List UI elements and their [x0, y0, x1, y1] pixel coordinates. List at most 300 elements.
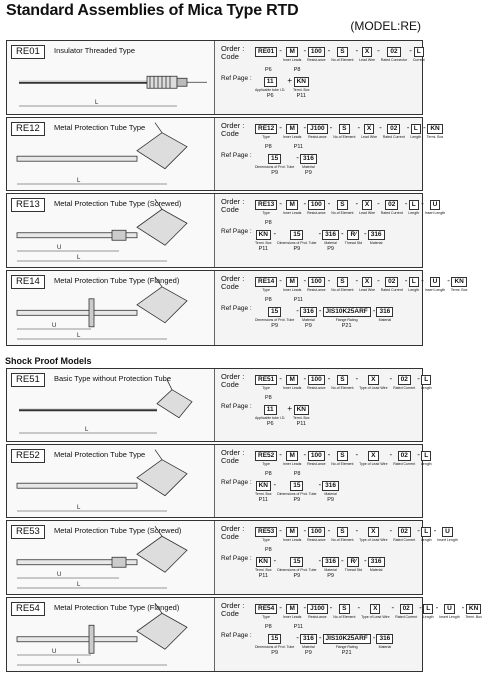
- order-label: Order :: [221, 44, 245, 53]
- order-page-number: P11: [293, 144, 304, 150]
- code-separator: -: [303, 123, 307, 132]
- order-code-cell: [465, 604, 482, 619]
- ref-code-cell: [277, 557, 316, 579]
- ref-page-number: P9: [271, 170, 279, 176]
- order-code-value: 100: [308, 527, 325, 537]
- terminal-head: [137, 536, 187, 572]
- code-label: Code: [221, 129, 239, 138]
- order-code-cell: [413, 47, 425, 62]
- order-code-cell: [393, 451, 415, 466]
- code-label: Code: [221, 532, 239, 541]
- order-code-cell: [359, 375, 387, 390]
- code-separator: -: [327, 450, 331, 459]
- model-name: Metal Protection Tube Type (Flanged): [54, 276, 180, 285]
- order-code-cell: [361, 124, 377, 139]
- code-separator: -: [303, 46, 307, 55]
- length-label: L: [77, 659, 81, 665]
- ref-code-caption: Material: [369, 241, 383, 245]
- order-code-panel: [215, 118, 444, 190]
- order-code-value: U: [430, 200, 441, 210]
- order-code-label: [221, 198, 244, 214]
- code-separator: -: [318, 480, 322, 489]
- order-code-value: X: [368, 375, 378, 385]
- ref-code-value: KN: [294, 405, 309, 415]
- order-code-caption: Length: [420, 538, 432, 542]
- ref-code-caption: Dimensions of Prot. Tube: [277, 568, 317, 572]
- ref-page-label: Ref Page :: [221, 75, 252, 82]
- ref-code-value: 15: [290, 557, 303, 567]
- ref-page-number: P9: [327, 573, 334, 579]
- code-separator: -: [303, 526, 307, 535]
- order-code-cell: [283, 277, 302, 292]
- order-code-caption: Lead Wire: [359, 58, 376, 62]
- order-code-cell: [359, 277, 375, 292]
- code-separator: -: [372, 306, 376, 315]
- ref-page-label: Ref Page :: [221, 555, 252, 562]
- ref-page-number: P21: [341, 323, 352, 329]
- order-code-panel: [215, 271, 468, 345]
- order-code-cell: [255, 604, 277, 619]
- order-code-value: S: [337, 47, 347, 57]
- order-code-caption: Length: [410, 135, 422, 139]
- code-separator: -: [379, 123, 382, 132]
- ref-code-caption: Material: [324, 492, 337, 496]
- order-code-value: S: [337, 451, 347, 461]
- code-separator: -: [435, 603, 439, 612]
- order-code-value: M: [286, 200, 297, 210]
- order-code-value: 100: [308, 375, 325, 385]
- order-code-caption: Resist-ance: [307, 211, 326, 215]
- order-code-value: L: [421, 451, 431, 461]
- code-separator: -: [389, 374, 393, 383]
- ref-code-value: 316: [300, 307, 317, 317]
- order-code-value: X: [362, 277, 372, 287]
- code-separator: -: [417, 374, 420, 383]
- code-separator: -: [303, 374, 307, 383]
- ref-code-value: R⁄: [347, 557, 359, 567]
- order-code-cell: [307, 124, 327, 139]
- order-code-caption: Rated Current: [393, 538, 416, 542]
- ref-code-line: [255, 307, 394, 329]
- ref-code-cell: [255, 307, 294, 329]
- code-separator: -: [409, 46, 412, 55]
- order-page-number: P11: [293, 297, 304, 303]
- model-code-badge: RE14: [11, 275, 45, 289]
- ref-code-caption: Dimensions of Prot. Tube: [277, 492, 317, 496]
- order-code-caption: Lead Wire: [359, 211, 376, 215]
- ref-code-cell: [376, 307, 393, 323]
- code-separator: -: [404, 199, 408, 208]
- ref-code-value: 316: [300, 154, 317, 164]
- ref-page-number: P6: [266, 421, 274, 427]
- code-separator: -: [355, 374, 359, 383]
- order-code-cell: [333, 604, 355, 619]
- code-separator: -: [421, 199, 424, 208]
- order-code-caption: No.of Element: [331, 211, 354, 215]
- order-code-cell: [331, 200, 353, 215]
- order-code-caption: Inner Leads: [282, 386, 302, 390]
- order-code-cell: [361, 604, 389, 619]
- order-label: Order :: [221, 601, 245, 610]
- ref-code-cell: [255, 154, 294, 176]
- order-code-value: 02: [387, 47, 400, 57]
- ref-code-cell: [322, 557, 339, 579]
- code-separator: -: [279, 450, 282, 459]
- order-code-caption: Inner Leads: [282, 135, 302, 139]
- order-code-caption: Rated Current: [382, 135, 405, 139]
- order-code-label: [221, 373, 244, 389]
- order-code-value: M: [286, 124, 297, 134]
- code-separator: -: [372, 633, 376, 642]
- ref-code-value: 316: [376, 634, 393, 644]
- assembly-drawing-panel: [7, 194, 215, 267]
- order-code-panel: [215, 41, 425, 114]
- order-code-caption: No.of Element: [331, 538, 354, 542]
- protection-tube: [17, 156, 137, 161]
- code-separator: -: [357, 123, 361, 132]
- ref-page-label: Ref Page :: [221, 479, 252, 486]
- assembly-row: [6, 193, 446, 268]
- order-code-cell: [283, 200, 302, 215]
- order-code-value: RE12: [255, 124, 277, 134]
- ref-page-label: Ref Page :: [221, 228, 252, 235]
- order-page-number: P8: [265, 547, 272, 553]
- code-separator: -: [417, 450, 420, 459]
- code-separator: -: [303, 450, 307, 459]
- order-code-value: 100: [308, 451, 325, 461]
- order-code-caption: Termi. Box: [465, 615, 482, 619]
- order-code-caption: Resist-ance: [307, 288, 326, 292]
- order-code-value: X: [368, 451, 378, 461]
- code-separator: +: [287, 76, 293, 85]
- ref-page-number: P9: [271, 323, 279, 329]
- ref-code-line: [255, 481, 340, 503]
- code-separator: -: [433, 526, 437, 535]
- length-label: L: [77, 255, 81, 261]
- order-page-number: P8: [293, 67, 301, 73]
- code-separator: -: [296, 153, 299, 162]
- order-code-cell: [421, 451, 432, 466]
- code-separator: -: [341, 229, 344, 238]
- ref-code-caption: Material: [378, 318, 392, 322]
- section-heading-shock-proof: Shock Proof Models: [5, 356, 92, 366]
- code-separator: -: [329, 123, 333, 132]
- order-code-panel: [215, 369, 432, 441]
- order-code-value: 02: [398, 451, 411, 461]
- ref-page-number: P9: [305, 650, 312, 656]
- order-code-caption: Lead Wire: [361, 135, 378, 139]
- order-code-caption: Resist-ance: [308, 135, 327, 139]
- ref-page-label: Ref Page :: [221, 403, 252, 410]
- order-code-value: RE52: [255, 451, 277, 461]
- code-separator: -: [404, 276, 408, 285]
- order-page-number: P8: [293, 471, 301, 477]
- order-code-label: [221, 602, 244, 618]
- order-code-cell: [408, 277, 419, 292]
- code-separator: -: [327, 526, 331, 535]
- code-separator: -: [421, 276, 424, 285]
- code-separator: -: [327, 46, 331, 55]
- order-code-caption: Length: [408, 211, 420, 215]
- order-code-caption: Lead Wire: [359, 288, 376, 292]
- code-separator: -: [377, 46, 380, 55]
- order-code-value: S: [337, 375, 347, 385]
- order-code-caption: Inner Leads: [282, 462, 302, 466]
- protection-tube: [17, 637, 137, 642]
- length-label: L: [77, 333, 81, 339]
- ref-code-cell: [368, 230, 385, 246]
- order-page-number: P8: [265, 297, 272, 303]
- order-code-value: 100: [308, 47, 325, 57]
- ref-page-number: P6: [266, 93, 274, 99]
- order-code-cell: [255, 47, 277, 58]
- code-separator: -: [318, 229, 322, 238]
- ref-code-caption: Material: [324, 241, 337, 245]
- order-code-caption: Length: [422, 615, 434, 619]
- order-code-caption: Termi. Box: [426, 135, 444, 139]
- code-separator: -: [279, 526, 282, 535]
- terminal-head: [137, 133, 187, 169]
- assembly-drawing-panel: [7, 445, 215, 517]
- ref-page-number: P9: [271, 650, 279, 656]
- order-code-cell: [255, 200, 277, 215]
- thread-fitting: [112, 557, 126, 567]
- ref-page-number: P9: [293, 246, 301, 252]
- model-code-badge: RE13: [11, 198, 45, 212]
- order-code-cell: [283, 47, 302, 62]
- code-separator: -: [279, 276, 282, 285]
- ref-code-value: 11: [264, 77, 277, 87]
- order-code-cell: [381, 200, 403, 215]
- code-separator: -: [389, 526, 393, 535]
- code-separator: -: [279, 123, 282, 132]
- terminal-head: [137, 287, 187, 323]
- order-code-cell: [307, 375, 325, 390]
- order-code-cell: [307, 527, 325, 542]
- order-code-value: 02: [398, 527, 411, 537]
- order-page-number: P8: [265, 144, 272, 150]
- terminal-head: [137, 209, 187, 245]
- model-code-badge: RE01: [11, 45, 45, 59]
- ref-code-caption: Termi. Box: [255, 241, 272, 245]
- order-code-value: S: [337, 200, 347, 210]
- assembly-drawing-panel: [7, 118, 215, 190]
- order-code-caption: Rated Current: [395, 615, 418, 619]
- order-code-value: 02: [398, 375, 411, 385]
- order-page-number: P8: [265, 220, 272, 226]
- assembly-drawing-panel: [7, 41, 215, 114]
- code-separator: -: [355, 450, 359, 459]
- code-separator: -: [279, 46, 282, 55]
- order-code-cell: [283, 604, 302, 619]
- order-code-value: U: [444, 604, 455, 614]
- order-code-cell: [439, 604, 459, 619]
- order-code-cell: [437, 527, 457, 542]
- code-label: Code: [221, 456, 239, 465]
- order-code-value: X: [368, 527, 378, 537]
- order-code-value: S: [339, 124, 349, 134]
- ref-code-cell: [255, 634, 294, 656]
- ref-page-number: P9: [305, 323, 312, 329]
- model-name: Metal Protection Tube Type (Screwed): [54, 526, 182, 535]
- ref-code-caption: Material: [302, 645, 315, 649]
- assembly-row: [6, 117, 444, 191]
- assembly-row: [6, 270, 468, 346]
- order-code-cell: [283, 451, 302, 466]
- order-code-value: X: [362, 200, 372, 210]
- order-code-value: 100: [308, 200, 325, 210]
- order-code-cell: [331, 375, 353, 390]
- order-page-number: P8: [265, 471, 272, 477]
- code-separator: -: [318, 306, 322, 315]
- model-code-badge: RE52: [11, 449, 45, 463]
- model-name: Basic Type without Protection Tube: [54, 374, 172, 383]
- ref-code-caption: Thread Std: [344, 241, 363, 245]
- order-code-cell: [255, 124, 277, 139]
- model-code-badge: RE53: [11, 525, 45, 539]
- order-code-value: L: [421, 527, 431, 537]
- code-separator: -: [357, 603, 361, 612]
- order-code-caption: No.of Element: [331, 58, 354, 62]
- order-code-caption: Type: [262, 462, 270, 466]
- assembly-drawing-panel: [7, 521, 215, 594]
- order-code-value: L: [414, 47, 424, 57]
- order-code-cell: [383, 124, 405, 139]
- ref-page-number: P9: [293, 497, 301, 503]
- order-code-cell: [425, 277, 445, 292]
- code-label: Code: [221, 52, 239, 61]
- ref-code-value: JIS10K25ARF: [323, 634, 371, 644]
- order-code-value: S: [337, 277, 347, 287]
- insert-length-label: U: [52, 323, 57, 329]
- ref-page-number: P21: [341, 650, 352, 656]
- code-separator: -: [406, 123, 410, 132]
- order-code-value: KN: [466, 604, 481, 614]
- order-code-value: L: [423, 604, 433, 614]
- order-code-caption: Type of Lead Wire: [359, 538, 388, 542]
- model-name: Metal Protection Tube Type: [54, 450, 146, 459]
- ref-code-cell: [322, 481, 339, 503]
- order-code-caption: Rated Current: [380, 211, 403, 215]
- order-code-value: RE51: [255, 375, 277, 385]
- order-code-cell: [395, 604, 417, 619]
- ref-code-value: KN: [256, 557, 271, 567]
- order-code-cell: [423, 604, 434, 619]
- order-label: Order :: [221, 121, 245, 130]
- order-code-caption: Length: [420, 462, 432, 466]
- order-code-cell: [331, 47, 353, 62]
- model-name: Insulator Threaded Type: [54, 46, 136, 55]
- ref-code-cell: [293, 405, 310, 427]
- code-separator: -: [329, 603, 333, 612]
- code-separator: -: [355, 526, 359, 535]
- order-code-caption: Type: [262, 538, 270, 542]
- order-code-cell: [333, 124, 355, 139]
- ref-page-number: P9: [305, 170, 312, 176]
- ref-code-cell: [300, 634, 317, 656]
- order-code-cell: [421, 375, 432, 390]
- ref-code-cell: [255, 557, 272, 579]
- order-page-refs: [265, 144, 325, 150]
- order-code-caption: Insert Length: [439, 615, 460, 619]
- order-label: Order :: [221, 372, 245, 381]
- code-separator: -: [303, 276, 307, 285]
- order-code-value: L: [421, 375, 431, 385]
- order-code-cell: [307, 200, 325, 215]
- order-code-cell: [381, 47, 407, 62]
- order-code-panel: [215, 194, 446, 267]
- order-code-cell: [425, 200, 445, 215]
- ref-code-cell: [345, 230, 362, 246]
- cable-gland: [155, 123, 162, 133]
- order-code-caption: No.of Element: [333, 135, 356, 139]
- ref-code-caption: Termi. Box: [293, 416, 310, 420]
- order-code-value: L: [411, 124, 421, 134]
- flange: [89, 299, 94, 327]
- model-name: Metal Protection Tube Type (Screwed): [54, 199, 182, 208]
- order-code-line: [255, 450, 433, 477]
- length-label: L: [95, 100, 99, 106]
- order-code-cell: [283, 375, 302, 390]
- ref-code-cell: [277, 481, 316, 503]
- assembly-row: [6, 368, 432, 442]
- order-code-caption: Type: [262, 288, 270, 292]
- order-code-line: [255, 199, 446, 226]
- assembly-drawing-panel: [7, 598, 215, 671]
- length-label: L: [77, 178, 81, 184]
- insert-length-label: U: [57, 572, 62, 578]
- length-label: L: [77, 505, 81, 511]
- ref-code-caption: Dimensions of Prot. Tube: [255, 318, 295, 322]
- order-page-refs: [265, 220, 294, 226]
- order-code-value: M: [286, 451, 297, 461]
- ref-code-cell: [255, 230, 272, 252]
- ref-code-caption: Termi. Box: [255, 492, 272, 496]
- code-label: Code: [221, 609, 239, 618]
- order-code-value: 100: [308, 277, 325, 287]
- order-code-value: M: [286, 277, 297, 287]
- ref-code-caption: Flange Rating: [335, 318, 358, 322]
- order-code-value: 02: [385, 200, 398, 210]
- ref-code-value: 15: [268, 634, 281, 644]
- ref-page-label: Ref Page :: [221, 305, 252, 312]
- order-label: Order :: [221, 524, 245, 533]
- order-code-caption: Rated Current: [380, 288, 403, 292]
- code-separator: -: [391, 603, 395, 612]
- code-separator: -: [296, 633, 299, 642]
- insert-length-label: U: [52, 649, 57, 655]
- code-separator: -: [273, 229, 277, 238]
- ref-code-caption: Material: [369, 568, 383, 572]
- order-code-cell: [255, 451, 277, 466]
- order-code-caption: No.of Element: [331, 462, 354, 466]
- order-code-caption: Type: [262, 615, 270, 619]
- order-code-cell: [331, 451, 353, 466]
- terminal-head: [137, 460, 187, 496]
- code-separator: -: [279, 603, 282, 612]
- code-separator: -: [377, 276, 380, 285]
- code-separator: -: [296, 306, 299, 315]
- order-code-cell: [331, 277, 353, 292]
- order-code-line: [255, 276, 468, 303]
- order-code-value: RE54: [255, 604, 277, 614]
- code-label: Code: [221, 282, 239, 291]
- length-label: L: [77, 582, 81, 588]
- protection-tube: [17, 310, 137, 315]
- code-separator: -: [364, 556, 367, 565]
- assembly-row: [6, 40, 423, 115]
- order-code-cell: [359, 527, 387, 542]
